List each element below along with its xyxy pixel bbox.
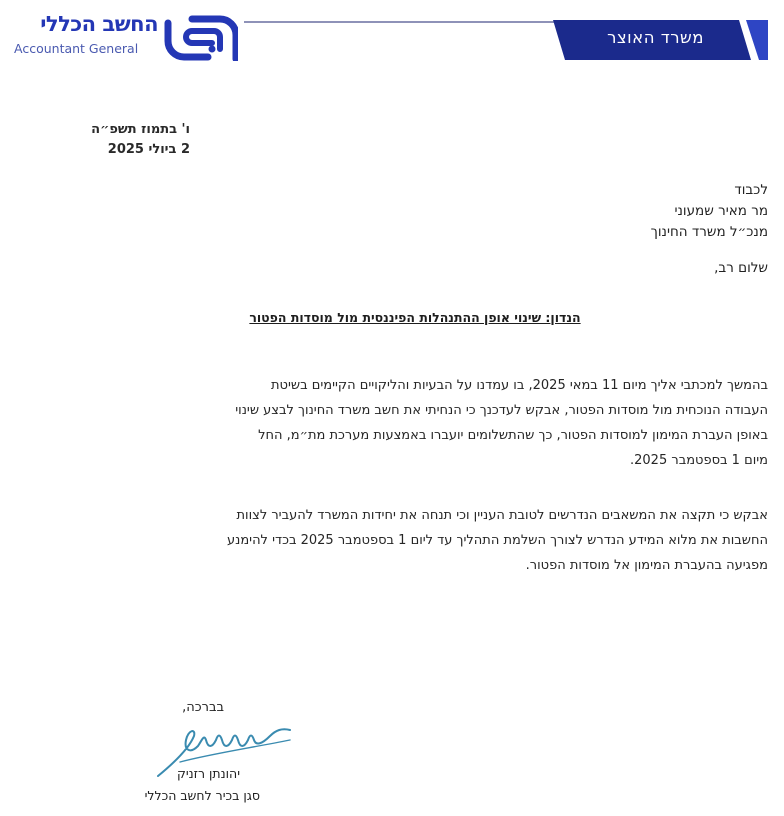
recipient-title: מנכ״ל משרד החינוך <box>650 224 768 240</box>
logo-title-hebrew: החשב הכללי <box>40 12 158 36</box>
paragraph-line: באופן העברת המימון למוסדות הפטור, כך שהתשלומים יועברו באמצעות מערכת מת״מ, החל <box>258 428 768 443</box>
paragraph-line: מיום 1 בספטמבר 2025. <box>629 453 768 468</box>
paragraph-line: החשבות את מלוא המידע הנדרש לצורך השלמת התהליך עד ליום 1 בספטמבר 2025 בכדי להימנע <box>226 533 768 548</box>
paragraph-line: העבודה הנוכחית מול מוסדות הפטור, אבקש לעדכנך כי הנחיתי את חשב משרד החינוך לבצע שינוי <box>235 403 768 418</box>
body-paragraph-1 <box>16 373 768 473</box>
closing: בברכה, <box>182 700 224 715</box>
recipient-block <box>500 180 768 243</box>
paragraph-line: אבקש כי תקצה את המשאבים הנדרשים לטובת העניין וכי תנחה את יחידות המשרד להעביר לצוות <box>236 508 768 523</box>
accountant-general-logo-icon <box>162 15 238 61</box>
ministry-banner <box>553 20 768 60</box>
ministry-label: משרד האוצר <box>607 28 704 47</box>
subject-line: הנדון: שינוי אופן ההתנהלות הפיננסית מול מוסדות הפטור <box>249 310 581 325</box>
letter-date <box>80 120 190 160</box>
paragraph-line: בהמשך למכתבי אליך מיום 11 במאי 2025, בו עמדנו על הבעיות והליקויים הקיימים בשיטת <box>271 378 768 393</box>
recipient-name: מר מאיר שמעוני <box>674 203 768 219</box>
date-hebrew: ו' בתמוז תשפ״ה <box>91 122 190 137</box>
recipient-salutation: לכבוד <box>734 182 768 198</box>
paragraph-line: מפגיעה בהעברת המימון אל מוסדות הפטור. <box>525 558 768 573</box>
signer-title: סגן בכיר לחשב הכללי <box>144 788 260 803</box>
greeting: שלום רב, <box>714 260 768 276</box>
logo-title-english: Accountant General <box>14 41 139 56</box>
signer-name: יהונתן רזניק <box>176 766 240 781</box>
header-divider <box>244 21 556 23</box>
body-paragraph-2 <box>16 503 768 578</box>
date-gregorian: 2 ביולי 2025 <box>107 142 190 157</box>
accountant-general-logo <box>12 12 238 62</box>
